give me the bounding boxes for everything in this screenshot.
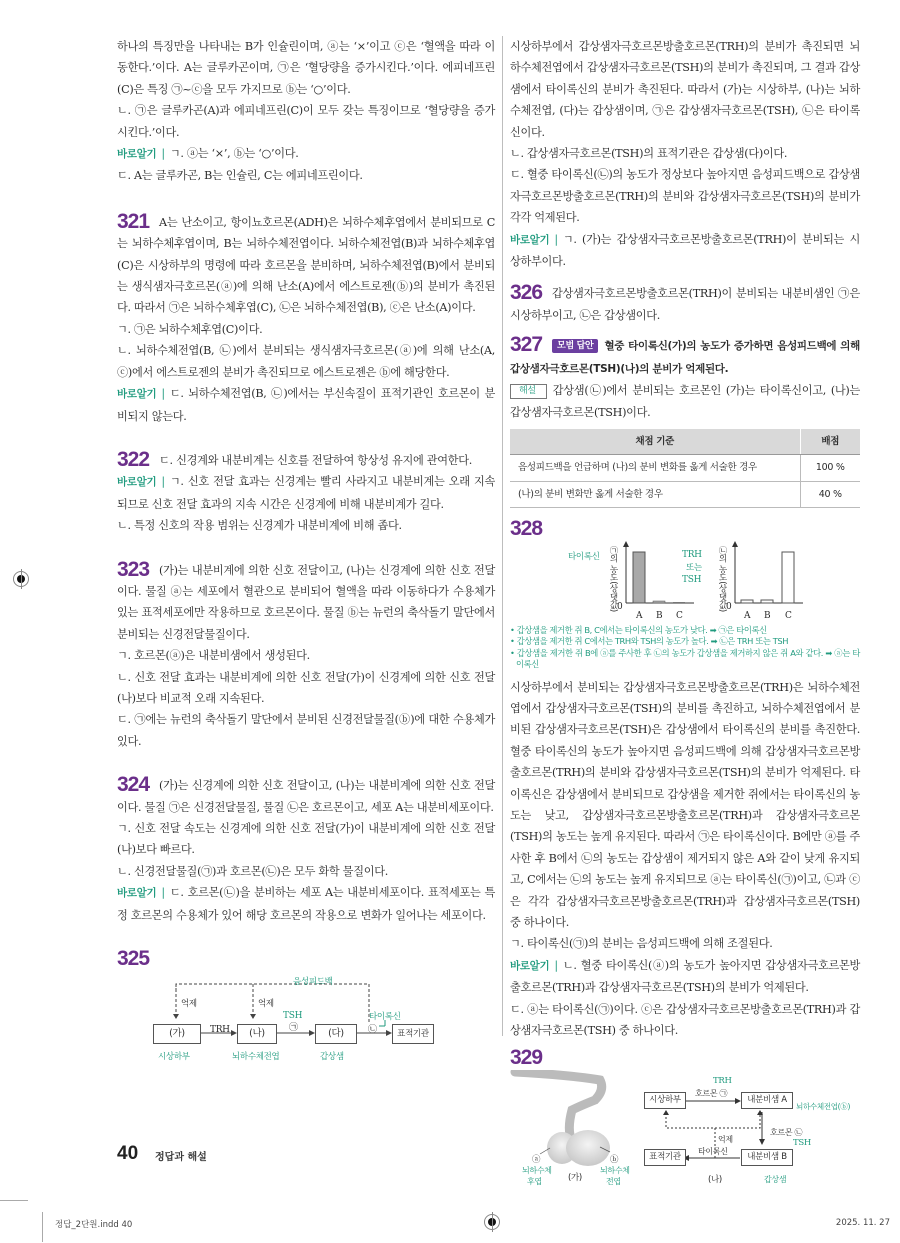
- answer-item: ㄴ. 특정 신호의 작용 범위는 신경계가 내분비계에 비해 좁다.: [117, 519, 402, 533]
- question-322: 322 ㄷ. 신경계와 내분비계는 신호를 전달하여 항상성 유지에 관여한다. 바로알기 | ㄱ. 신호 전달 효과는 신경계는 빨리 사라지고 내분비계는 오래 지속되므로 신호 전달 효과의 지속 시간은 신경계에 비해 내분비계가 길다. ㄴ. 특정 신호의 작용 범위는 신경계가 내분비계에 비해 좁다.: [117, 449, 495, 537]
- caption-posterior: 뇌하수체: [522, 1165, 552, 1175]
- baro-label: 바로알기: [510, 233, 550, 246]
- answer-item: ㄴ. 뇌하수체전엽(B, ㉡)에서 분비되는 생식샘자극호르몬(ⓐ)에 의해 난소(A, ⓒ)에서 에스트로젠의 분비가 촉진되므로 에스트로젠은 ⓑ에 해당한다.: [117, 344, 495, 379]
- caption-thyroid: 갑상샘: [320, 1052, 344, 1063]
- hormone-2-label: 호르몬 ㉡: [770, 1127, 803, 1137]
- box-hypothalamus: 시상하부: [644, 1092, 686, 1109]
- mark-giyeok: ㉠: [289, 1023, 298, 1034]
- tsh-label: TSH: [793, 1137, 812, 1148]
- caption-posterior-2: 후엽: [527, 1176, 542, 1186]
- baro-label: 바로알기: [510, 959, 550, 972]
- column-divider: [502, 36, 503, 1036]
- graph-right-side-label: 또는: [686, 562, 702, 573]
- inhibit-label: 억제: [718, 1134, 733, 1144]
- table-header: 배점: [800, 429, 860, 455]
- inhibit-label: 억제: [181, 999, 197, 1010]
- answer-item: ㄷ. ㉠에는 뉴런의 축삭돌기 말단에서 분비된 신경전달물질(ⓑ)에 대한 수용체가 있다.: [117, 713, 495, 748]
- file-slug: 정답_2단원.indd 40: [55, 1220, 133, 1230]
- box-da: (다): [315, 1024, 357, 1044]
- section-title: 정답과 해설: [155, 1152, 207, 1163]
- graph-right-side-label: TRH: [682, 549, 702, 560]
- question-number: 328: [510, 517, 543, 541]
- graph-left-cat: C: [676, 610, 683, 621]
- question-number: 326: [510, 281, 543, 305]
- thyroxine-label: 타이록신: [698, 1146, 728, 1156]
- answer-item: ㄱ. 호르몬(ⓐ)은 내분비샘에서 생성된다.: [117, 649, 310, 663]
- intro-paragraph: 하나의 특징만을 나타내는 B가 인슐린이며, ⓐ는 ‘×’이고 ⓒ은 ‘혈액을 따라 이동한다.’이다. A는 글루카곤이며, ㉠은 ‘혈당량을 증가시킨다.’이다. 에피네프린(C)은 특징 ㉠~ⓒ을 모두 가지므로 ⓑ는 ‘○’이다.: [117, 40, 495, 96]
- box-gland-a: 내분비샘 A: [741, 1092, 793, 1109]
- graph-left-side-label: 타이록신: [568, 551, 600, 562]
- question-number: 327: [510, 333, 543, 357]
- intro-item: ㄴ. 갑상샘자극호르몬(TSH)의 표적기관은 갑상샘(다)이다.: [510, 147, 788, 161]
- note-item: • 갑상샘을 제거한 쥐 C에서는 TRH와 TSH의 농도가 높다. ➡ ㉡은 TRH 또는 TSH: [510, 636, 789, 647]
- answer-item: ㄴ. 신경전달물질(㉠)과 호르몬(㉡)은 모두 화학 물질이다.: [117, 864, 388, 878]
- intro-item: ㄴ. ㉠은 글루카곤(A)과 에피네프린(C)이 모두 갖는 특징이므로 ‘혈당량을 증가시킨다.’이다.: [117, 104, 495, 139]
- intro-paragraph: 시상하부에서 갑상샘자극호르몬방출호르몬(TRH)의 분비가 촉진되면 뇌하수체전엽에서 갑상샘자극호르몬(TSH)의 분비가 촉진되며, 그 결과 갑상샘에서 타이록신의 분비가 촉진된다. 따라서 (가)는 시상하부, (나)는 뇌하수체전엽, (다)는 갑상샘이며, ㉠은 갑상샘자극호르몬(TSH), ㉡은 타이록신이다.: [510, 40, 860, 139]
- graph-right-cat: B: [764, 610, 771, 621]
- question-328: 328 타이록신 ㉠의 농도(상댓값) 0 A B C TRH 또는 TSH ㉡의 농도(상댓값) 0 A B C • 갑상샘을 제거한 쥐 B, C에서는 타이록신의 농도가 낮다. ➡ ㉠은 타이록신 • 갑상샘을 제거한 쥐 C에서는 TRH와 TSH의 농도가 높다. ➡ ㉡은 TRH 또는 TSH • 갑상샘을 제거한 쥐 B에 ⓐ를 주사한 후 ㉡의 농도가 갑상샘을 제거하지 않은 쥐 A와 같다. ➡ ⓐ는 타이록신 시상하부에서 분비되는 갑상샘자극호르몬방출호르몬(TRH)은 뇌하수체전엽에서 갑상샘자극호르몬(TSH)의 분비를 촉진하고, 뇌하수체전엽에서 분비된 갑상샘자극호르몬(TSH)은 갑상샘에서 타이록신의 분비를 촉진한다. 혈중 타이록신의 농도가 높아지면 음성피드백에 의해 갑상샘자극호르몬방출호르몬(TRH)의 분비와 갑상샘자극호르몬(TSH)의 분비가 억제된다. 타이록신은 갑상샘에서 분비되므로 갑상샘을 제거한 쥐에서는 타이록신의 농도는 낮고, 갑상샘자극호르몬방출호르몬(TRH)과 갑상샘자극호르몬(TSH)의 농도는 높게 유지된다. 따라서 ㉠은 타이록신이다. B에만 ⓐ를 주사한 후 B에서 ㉡의 농도는 갑상샘이 제거되지 않은 A와 같이 낮게 유지되고, C에서는 ㉡의 농도는 높게 유지되므로 ⓐ는 타이록신(㉠)이고, ㉡과 ⓒ은 각각 갑상샘자극호르몬방출호르몬(TRH)과 갑상샘자극호르몬(TSH) 중 하나이다. ㄱ. 타이록신(㉠)의 분비는 음성피드백에 의해 조절된다. 바로알기 | ㄴ. 혈중 타이록신(ⓐ)의 농도가 높아지면 갑상샘자극호르몬방출호르몬(TRH)과 갑상샘자극호르몬(TSH)의 분비가 억제된다. ㄷ. ⓐ는 타이록신(㉠)이다. ⓒ은 갑상샘자극호르몬방출호르몬(TRH)과 갑상샘자극호르몬(TSH) 중 하나이다.: [510, 518, 860, 1041]
- intro-item: ㄷ. 혈중 타이록신(㉡)의 농도가 정상보다 높아지면 음성피드백으로 갑상샘자극호르몬방출호르몬(TRH)의 분비와 갑상샘자극호르몬(TSH)의 분비가 각각 억제된다.: [510, 168, 860, 225]
- trh-label: TRH: [210, 1025, 230, 1036]
- crop-mark: [42, 1212, 43, 1242]
- model-answer-badge: 모범 답안: [552, 339, 598, 353]
- intro-baro: 바로알기 | ㄱ. ⓐ는 ‘×’, ⓑ는 ‘○’이다.: [117, 147, 299, 161]
- box-na: (나): [237, 1024, 277, 1044]
- thyroxine-label: 타이록신: [369, 1012, 401, 1023]
- explanation-badge: 해설: [510, 384, 547, 399]
- model-answer-text: 혈중 타이록신(가)의 농도가 증가하면 음성피드백에 의해 갑상샘자극호르몬(TSH)(나)의 분비가 억제된다.: [510, 340, 860, 375]
- baro-label: 바로알기: [117, 148, 157, 161]
- page-number: 40: [117, 1143, 139, 1164]
- note-item: • 갑상샘을 제거한 쥐 B에 ⓐ를 주사한 후 ㉡의 농도가 갑상샘을 제거하지 않은 쥐 A와 같다. ➡ ⓐ는 타이록신: [510, 647, 860, 670]
- box-gland-b: 내분비샘 B: [741, 1149, 793, 1166]
- mark-nieun: ㉡: [368, 1025, 377, 1036]
- question-329: [510, 1046, 860, 1186]
- question-324: 324 (가)는 신경계에 의한 신호 전달이고, (나)는 내분비계에 의한 신호 전달이다. 물질 ㉠은 신경전달물질, 물질 ㉡은 호르몬이고, 세포 A는 내분비세포이다. ㄱ. 신호 전달 속도는 신경계에 의한 신호 전달(가)이 내분비계에 의한 신호 전달(나)보다 빠르다. ㄴ. 신경전달물질(㉠)과 호르몬(㉡)은 모두 화학 물질이다. 바로알기 | ㄷ. 호르몬(㉡)을 분비하는 세포 A는 내분비세포이다. 표적세포는 특정 호르몬의 수용체가 있어 해당 호르몬의 작용으로 변화가 일어나는 세포이다.: [117, 773, 495, 922]
- explanation-paragraph: 시상하부에서 분비되는 갑상샘자극호르몬방출호르몬(TRH)은 뇌하수체전엽에서 갑상샘자극호르몬(TSH)의 분비를 촉진하고, 뇌하수체전엽에서 분비된 갑상샘자극호르몬(TSH)은 갑상샘에서 타이록신의 분비를 촉진한다. 혈중 타이록신의 농도가 높아지면 음성피드백에 의해 갑상샘자극호르몬방출호르몬(TRH)의 분비와 갑상샘자극호르몬(TSH)의 분비가 억제된다. 타이록신은 갑상샘에서 분비되므로 갑상샘을 제거한 쥐에서는 타이록신의 농도는 낮고, 갑상샘자극호르몬방출호르몬(TRH)과 갑상샘자극호르몬(TSH)의 농도는 높게 유지된다. 따라서 ㉠은 타이록신이다. B에만 ⓐ를 주사한 후 B에서 ㉡의 농도는 갑상샘이 제거되지 않은 A와 같이 낮게 유지되고, C에서는 ㉡의 농도는 높게 유지되므로 ⓐ는 타이록신(㉠)이고, ㉡과 ⓒ은 각각 갑상샘자극호르몬방출호르몬(TRH)과 갑상샘자극호르몬(TSH) 중 하나이다.: [510, 680, 860, 929]
- caption-anterior: 뇌하수체: [600, 1165, 630, 1175]
- caption-anterior-pituitary: 뇌하수체전엽: [232, 1052, 280, 1063]
- fig-label-na: (나): [708, 1174, 722, 1185]
- fig-label-ga: (가): [568, 1172, 582, 1183]
- graph-notes: [510, 625, 860, 671]
- answer-item: ㄱ. 타이록신(㉠)의 분비는 음성피드백에 의해 조절된다.: [510, 937, 773, 951]
- question-327: 327 모범 답안 혈중 타이록신(가)의 농도가 증가하면 음성피드백에 의해 갑상샘자극호르몬(TSH)(나)의 분비가 억제된다. 해설 갑상샘(㉡)에서 분비되는 호르몬인 (가)는 타이록신이고, (나)는 갑상샘자극호르몬(TSH)이다. 채점 기준 배점 음성피드백을 언급하며 (나)의 분비 변화를 옳게 서술한 경우 100 % (나)의 분비 변화만 옳게 서술한 경우 40 %: [510, 334, 860, 508]
- graph-right-zero: 0: [726, 601, 732, 612]
- concentration-graphs: [510, 541, 860, 621]
- question-number: 323: [117, 557, 150, 581]
- crop-mark: [0, 1200, 28, 1201]
- caption-anterior-2: 전엽: [606, 1176, 621, 1186]
- mark-b: ⓑ: [610, 1154, 619, 1165]
- baro-label: 바로알기: [117, 388, 157, 401]
- hormone-1-label: 호르몬 ㉠: [695, 1088, 728, 1098]
- question-321: 321 A는 난소이고, 항이뇨호르몬(ADH)은 뇌하수체후엽에서 분비되므로 C는 뇌하수체후엽이며, B는 뇌하수체전엽이다. 뇌하수체전엽(B)과 뇌하수체후엽(C)은 시상하부의 명령에 따라 호르몬을 분비하며, 뇌하수체전엽(B)에서 분비되는 생식샘자극호르몬(ⓐ)에 의해 난소(A)에서 에스트로젠(ⓑ)의 분비가 촉진된다. 따라서 ㉠은 뇌하수체후엽(C), ㉡은 뇌하수체전엽(B), ⓒ은 난소(A)이다. ㄱ. ㉠은 뇌하수체후엽(C)이다. ㄴ. 뇌하수체전엽(B, ㉡)에서 분비되는 생식샘자극호르몬(ⓐ)에 의해 난소(A, ⓒ)에서 에스트로젠의 분비가 촉진되므로 에스트로젠은 ⓑ에 해당한다. 바로알기 | ㄷ. 뇌하수체전엽(B, ㉡)에서는 부신속질이 표적기관인 호르몬이 분비되지 않는다.: [117, 209, 495, 423]
- gland-a-caption: 뇌하수체전엽(ⓑ): [796, 1101, 851, 1111]
- answer-item: ㄷ. ⓐ는 타이록신(㉠)이다. ⓒ은 갑상샘자극호르몬방출호르몬(TRH)과 갑상샘자극호르몬(TSH) 중 하나이다.: [510, 1002, 860, 1038]
- question-number: 325: [117, 947, 150, 971]
- graph-right-cat: C: [785, 610, 792, 621]
- table-header: 채점 기준: [510, 429, 800, 455]
- intro-extra: ㄷ. A는 글루카곤, B는 인슐린, C는 에피네프린이다.: [117, 169, 363, 183]
- question-number: 322: [117, 447, 150, 471]
- answer-item: ㄴ. 신호 전달 효과는 내분비계에 의한 신호 전달(가)이 신경계에 의한 신호 전달(나)보다 비교적 오래 지속된다.: [117, 670, 495, 705]
- question-number: 324: [117, 773, 150, 797]
- gland-b-caption: 갑상샘: [764, 1174, 787, 1184]
- answer-item: ㄱ. ㉠은 뇌하수체후엽(C)이다.: [117, 322, 263, 336]
- question-326: 326 갑상샘자극호르몬방출호르몬(TRH)이 분비되는 내분비샘인 ㉠은 시상하부이고, ㉡은 갑상샘이다.: [510, 281, 860, 322]
- box-ga: (가): [153, 1024, 201, 1044]
- graph-right-cat: A: [744, 610, 751, 621]
- answer-item: ㄱ. 신호 전달 속도는 신경계에 의한 신호 전달(가)이 내분비계에 의한 신호 전달(나)보다 빠르다.: [117, 822, 495, 857]
- box-target-organ: 표적기관: [392, 1024, 434, 1044]
- graph-right-axis-label: ㉡의 농도(상댓값): [717, 545, 727, 612]
- print-date: 2025. 11. 27: [835, 1218, 890, 1228]
- table-row: (나)의 분비 변화만 옳게 서술한 경우 40 %: [510, 481, 860, 507]
- scoring-table: [510, 429, 860, 508]
- registration-mark-icon: [13, 571, 29, 587]
- graph-left-cat: B: [656, 610, 663, 621]
- question-number: 329: [510, 1046, 543, 1070]
- pituitary-diagram: [510, 1070, 860, 1186]
- baro-label: 바로알기: [117, 887, 157, 900]
- hormone-pathway-diagram: [117, 970, 495, 1063]
- graph-right-side-label: TSH: [682, 574, 702, 585]
- question-number: 321: [117, 209, 150, 233]
- inhibit-label: 억제: [258, 999, 274, 1010]
- graph-left-zero: 0: [617, 601, 623, 612]
- feedback-label: 음성피드백: [293, 977, 333, 988]
- right-column: 시상하부에서 갑상샘자극호르몬방출호르몬(TRH)의 분비가 촉진되면 뇌하수체전엽에서 갑상샘자극호르몬(TSH)의 분비가 촉진되며, 그 결과 갑상샘에서 타이록신의 분비가 촉진된다. 따라서 (가)는 시상하부, (나)는 뇌하수체전엽, (다)는 갑상샘이며, ㉠은 갑상샘자극호르몬(TSH), ㉡은 타이록신이다. ㄴ. 갑상샘자극호르몬(TSH)의 표적기관은 갑상샘(다)이다. ㄷ. 혈중 타이록신(㉡)의 농도가 정상보다 높아지면 음성피드백으로 갑상샘자극호르몬방출호르몬(TRH)의 분비와 갑상샘자극호르몬(TSH)의 분비가 각각 억제된다. 바로알기 | ㄱ. (가)는 갑상샘자극호르몬방출호르몬(TRH)이 분비되는 시상하부이다. 326 갑상샘자극호르몬방출호르몬(TRH)이 분비되는 내분비샘인 ㉠은 시상하부이고, ㉡은 갑상샘이다. 327 모범 답안 혈중 타이록신(가)의 농도가 증가하면 음성피드백에 의해 갑상샘자극호르몬(TSH)(나)의 분비가 억제된다. 해설 갑상샘(㉡)에서 분비되는 호르몬인 (가)는 타이록신이고, (나)는 갑상샘자극호르몬(TSH)이다. 채점 기준 배점 음성피드백을 언급하며 (나)의 분비 변화를 옳게 서술한 경우 100 % (나)의 분비 변화만 옳게 서술한 경우 40 % 328 타이록신 ㉠의 농도(상댓값) 0 A B C TRH 또는 TSH ㉡의 농도(상댓값) 0 A B C • 갑상샘을 제거한 쥐 B, C에서는 타이록신의 농도가 낮다. ➡ ㉠은 타이록신 • 갑상샘을 제거한 쥐 C에서는 TRH와 TSH의 농도가 높다. ➡ ㉡은 TRH 또는 TSH • 갑상샘을 제거한 쥐 B에 ⓐ를 주사한 후 ㉡의 농도가 갑상샘을 제거하지 않은 쥐 A와 같다. ➡ ⓐ는 타이록신 시상하부에서 분비되는 갑상샘자극호르몬방출호르몬(TRH)은 뇌하수체전엽에서 갑상샘자극호르몬(TSH)의 분비를 촉진하고, 뇌하수체전엽에서 분비된 갑상샘자극호르몬(TSH)은 갑상샘에서 타이록신의 분비를 촉진한다. 혈중 타이록신의 농도가 높아지면 음성피드백에 의해 갑상샘자극호르몬방출호르몬(TRH)의 분비와 갑상샘자극호르몬(TSH)의 분비가 억제된다. 타이록신은 갑상샘에서 분비되므로 갑상샘을 제거한 쥐에서는 타이록신의 농도는 낮고, 갑상샘자극호르몬방출호르몬(TRH)과 갑상샘자극호르몬(TSH)의 농도는 높게 유지된다. 따라서 ㉠은 타이록신이다. B에만 ⓐ를 주사한 후 B에서 ㉡의 농도는 갑상샘이 제거되지 않은 A와 같이 낮게 유지되고, C에서는 ㉡의 농도는 높게 유지되므로 ⓐ는 타이록신(㉠)이고, ㉡과 ⓒ은 각각 갑상샘자극호르몬방출호르몬(TRH)과 갑상샘자극호르몬(TSH) 중 하나이다. ㄱ. 타이록신(㉠)의 분비는 음성피드백에 의해 조절된다. 바로알기 | ㄴ. 혈중 타이록신(ⓐ)의 농도가 높아지면 갑상샘자극호르몬방출호르몬(TRH)과 갑상샘자극호르몬(TSH)의 분비가 억제된다. ㄷ. ⓐ는 타이록신(㉠)이다. ⓒ은 갑상샘자극호르몬방출호르몬(TRH)과 갑상샘자극호르몬(TSH) 중 하나이다. 329 ⓐ ⓑ 뇌하수체 후엽 뇌하수체 전엽 (가) 시상하부 내분비샘 A 내분비샘 B 표적기관 TRH 호르몬 ㉠ 호르몬 ㉡ TSH 뇌하수체전엽(ⓑ) 갑상샘 억제 타이록신 (나): [510, 36, 860, 1175]
- note-item: • 갑상샘을 제거한 쥐 B, C에서는 타이록신의 농도가 낮다. ➡ ㉠은 타이록신: [510, 624, 767, 635]
- question-325: [117, 947, 495, 1063]
- trh-label: TRH: [713, 1075, 732, 1086]
- caption-hypothalamus: 시상하부: [158, 1052, 190, 1063]
- table-row: 음성피드백을 언급하며 (나)의 분비 변화를 옳게 서술한 경우 100 %: [510, 455, 860, 481]
- box-target-organ: 표적기관: [644, 1149, 686, 1166]
- mark-a: ⓐ: [532, 1154, 541, 1165]
- registration-mark-icon: [484, 1214, 500, 1230]
- graph-left-axis-label: ㉠의 농도(상댓값): [608, 545, 618, 612]
- left-column: [117, 36, 495, 1063]
- baro-label: 바로알기: [117, 476, 157, 489]
- tsh-label: TSH: [283, 1011, 303, 1022]
- question-323: 323 (가)는 내분비계에 의한 신호 전달이고, (나)는 신경계에 의한 신호 전달이다. 물질 ⓐ는 세포에서 혈관으로 분비되어 혈액을 따라 이동하다가 수용체가 있는 표적세포에만 작용하므로 호르몬이다. 물질 ⓑ는 뉴런의 축삭돌기 말단에서 분비되는 신경전달물질이다. ㄱ. 호르몬(ⓐ)은 내분비샘에서 생성된다. ㄴ. 신호 전달 효과는 내분비계에 의한 신호 전달(가)이 신경계에 의한 신호 전달(나)보다 비교적 오래 지속된다. ㄷ. ㉠에는 뉴런의 축삭돌기 말단에서 분비된 신경전달물질(ⓑ)에 대한 수용체가 있다.: [117, 559, 495, 753]
- graph-left-cat: A: [636, 610, 643, 621]
